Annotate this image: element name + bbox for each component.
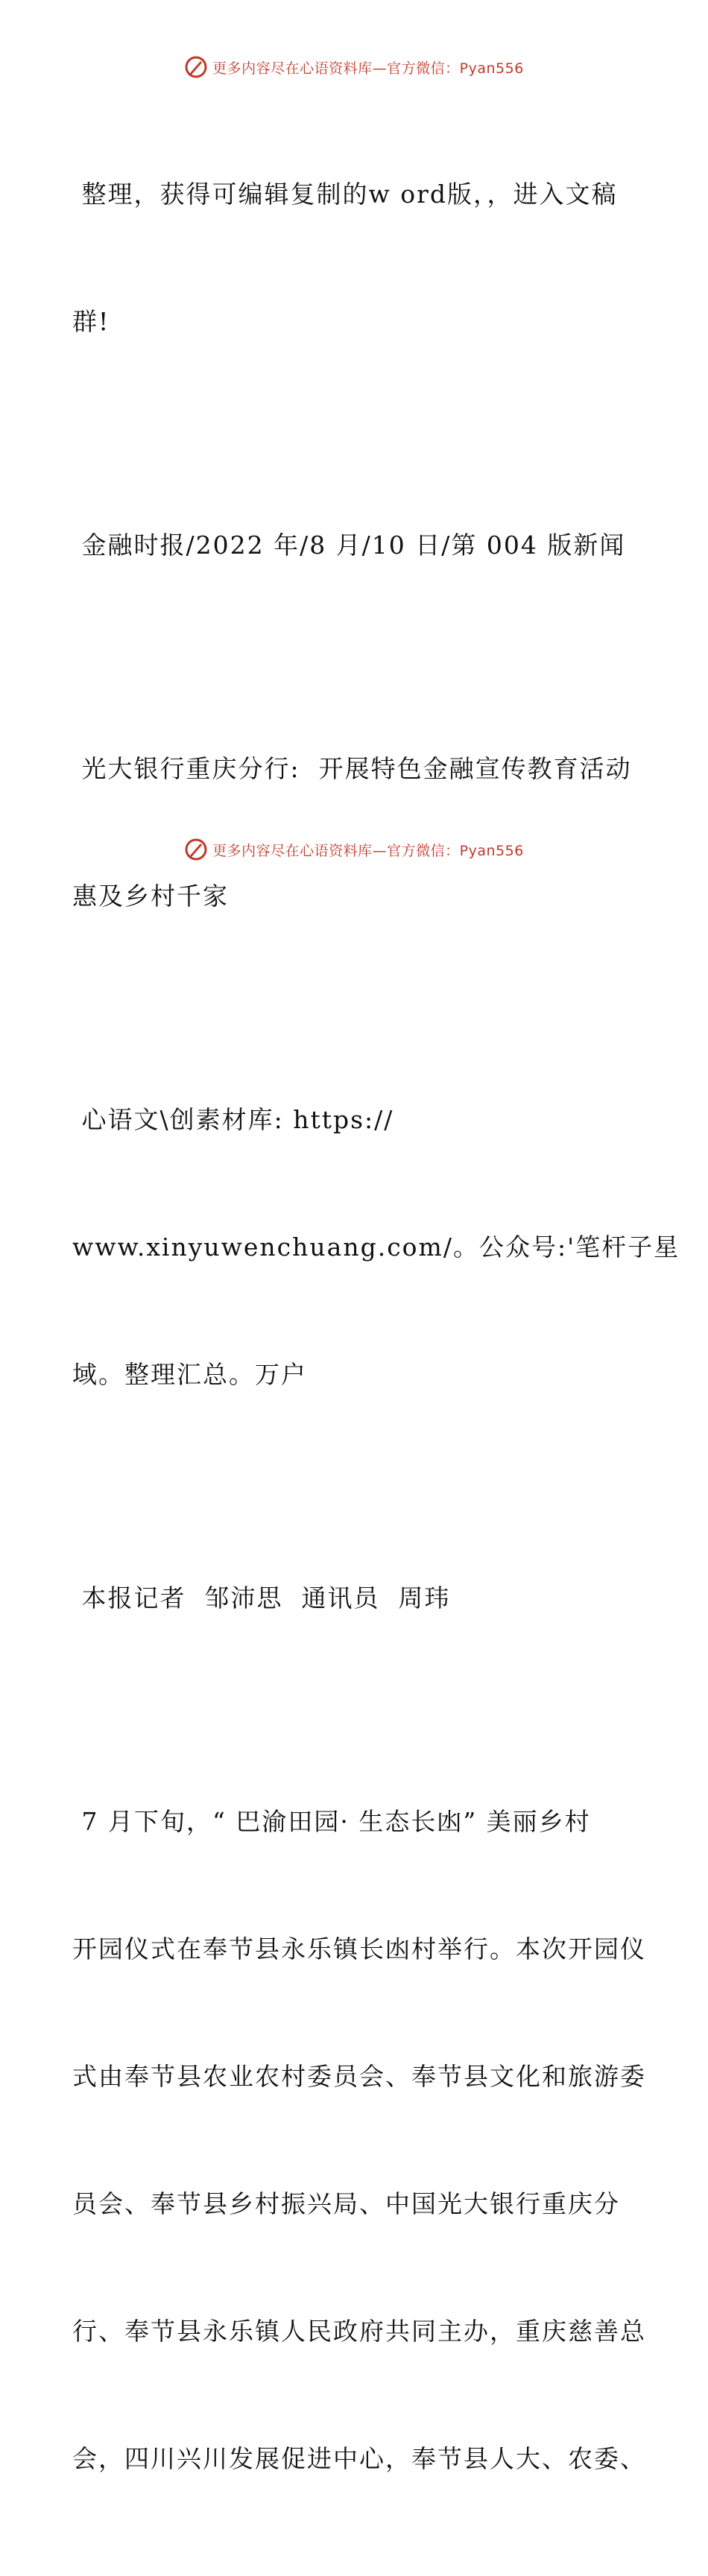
paragraph-source	[72, 439, 639, 651]
quill-logo-icon	[184, 55, 208, 79]
text-line: 会，四川兴川发展促进中心，奉节县人大、农委、	[72, 2444, 646, 2473]
paragraph-intro	[72, 88, 639, 428]
document-body	[72, 88, 680, 2576]
paragraph-byline	[72, 1492, 639, 1704]
text-line: www.xinyuwenchuang.com/。公众号:'笔杆子星	[72, 1232, 680, 1262]
text-line: 开园仪式在奉节县永乐镇长凼村举行。本次开园仪	[72, 1934, 646, 1963]
text-line: 7 月下旬，“ 巴渝田园· 生态长凼” 美丽乡村	[72, 1807, 591, 1836]
footer-banner	[0, 835, 708, 864]
text-line: 整理，获得可编辑复制的w ord版，，进入文稿	[72, 180, 618, 209]
text-line: 行、奉节县永乐镇人民政府共同主办，重庆慈善总	[72, 2317, 646, 2346]
text-line: 域。整理汇总。万户	[72, 1360, 307, 1389]
paragraph-body	[72, 1715, 646, 2565]
text-line: 心语文\创素材库: https://	[72, 1105, 394, 1134]
header-banner	[0, 52, 708, 82]
paragraph-library-note	[72, 1013, 680, 1481]
text-line: 员会、奉节县乡村振兴局、中国光大银行重庆分	[72, 2189, 620, 2218]
banner-text: 更多内容尽在心语资料库—官方微信：Pyan556	[212, 842, 524, 859]
banner-text: 更多内容尽在心语资料库—官方微信：Pyan556	[212, 60, 524, 77]
text-line: 光大银行重庆分行: 开展特色金融宣传教育活动	[72, 754, 632, 783]
text-line: 金融时报/2022 年/8 月/10 日/第 004 版新闻	[72, 531, 626, 560]
text-line: 本报记者 邹沛思 通讯员 周玮	[72, 1583, 451, 1613]
quill-logo-icon	[184, 838, 208, 861]
paragraph-headline	[72, 662, 639, 1002]
text-line: 惠及乡村千家	[72, 882, 229, 911]
text-line: 群!	[72, 307, 110, 336]
text-line: 式由奉节县农业农村委员会、奉节县文化和旅游委	[72, 2062, 646, 2091]
